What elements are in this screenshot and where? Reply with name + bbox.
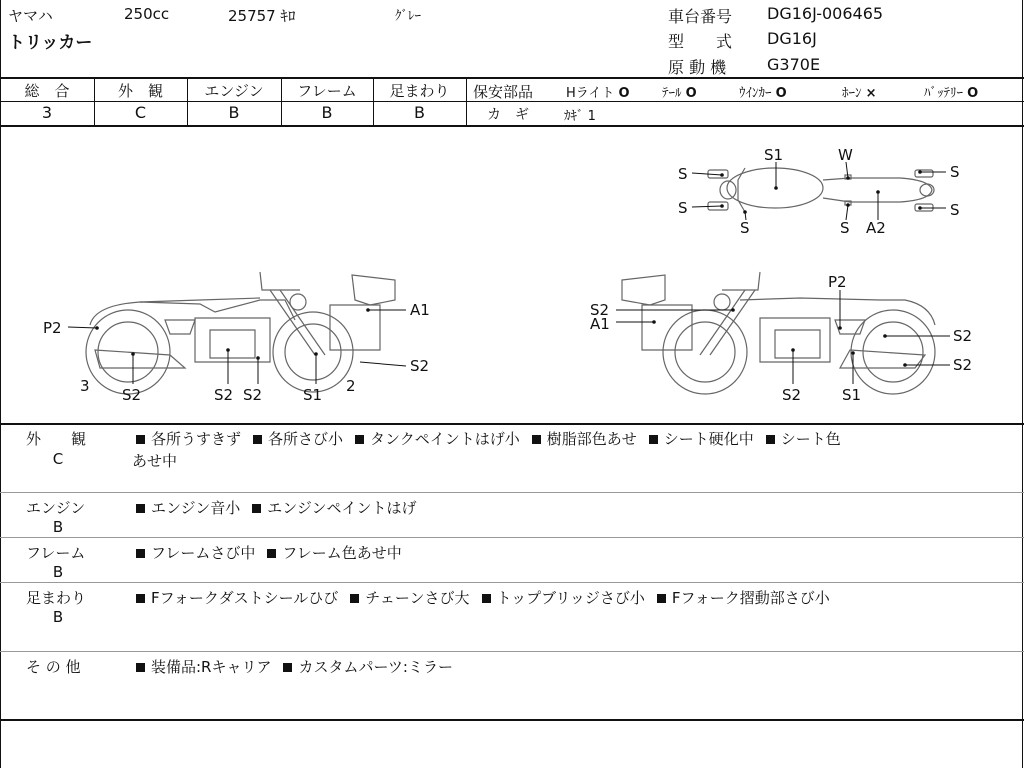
- diagram-label: S: [740, 219, 750, 237]
- diagram-label: S2: [953, 356, 973, 374]
- diagram-label: S: [950, 163, 960, 181]
- grade-value: B: [414, 103, 425, 122]
- divider: [0, 719, 1024, 721]
- model-name: トリッカー: [8, 33, 93, 53]
- note-item: フレーム色あせ中: [263, 542, 401, 563]
- engine-label: 原 動 機: [668, 58, 727, 77]
- note-category: 外 観: [26, 430, 87, 448]
- note-item: トップブリッジさび小: [478, 587, 645, 608]
- frame-no: DG16J-006465: [767, 4, 884, 23]
- note-item: Fフォーク摺動部さび小: [653, 587, 830, 608]
- grade-label: フレーム: [297, 82, 357, 100]
- divider: [0, 423, 1024, 425]
- grade-value: B: [228, 103, 240, 122]
- diagram-label: S1: [764, 146, 784, 164]
- note-item: 各所うすきず: [132, 428, 241, 449]
- note-category: フレーム: [26, 544, 86, 562]
- note-item: 樹脂部色あせ: [528, 428, 637, 449]
- note-grade: B: [52, 608, 64, 626]
- diagram-label: S1: [303, 386, 323, 404]
- grade-label: エンジン: [204, 82, 264, 100]
- diagram-label: S2: [590, 301, 610, 319]
- model-code: DG16J: [767, 29, 817, 48]
- note-item: エンジンペイントはげ: [248, 497, 416, 518]
- note-item: カスタムパーツ:ミラー: [279, 656, 452, 677]
- grade-label: 足まわり: [389, 82, 450, 100]
- frame-no-label: 車台番号: [668, 7, 733, 26]
- diagram-label: S: [678, 199, 688, 217]
- diagram-label: S1: [842, 386, 862, 404]
- divider: [0, 537, 1024, 538]
- grade-value: B: [321, 103, 333, 122]
- note-item: シート色: [762, 428, 841, 449]
- note-item: Fフォークダストシールひび: [132, 587, 338, 608]
- grade-value: 3: [41, 103, 53, 122]
- diagram-label: S: [840, 219, 850, 237]
- diagram-label: S2: [782, 386, 802, 404]
- note-item: 各所さび小: [249, 428, 343, 449]
- note-items: [132, 587, 830, 608]
- key-value: ｶｷﾞ 1: [564, 109, 596, 124]
- divider: [0, 651, 1024, 652]
- note-items: [132, 428, 841, 449]
- diagram-label: A1: [590, 315, 610, 333]
- grade-label: 総 合: [24, 82, 70, 100]
- grade-value: C: [134, 103, 147, 122]
- diagram-label: P2: [43, 319, 62, 337]
- note-item: チェーンさび大: [346, 587, 469, 608]
- diagram-label: A1: [410, 301, 430, 319]
- diagram-label: 3: [80, 377, 90, 395]
- diagram-label: W: [838, 146, 853, 164]
- note-items: [132, 542, 410, 563]
- note-items: [132, 497, 425, 518]
- note-items: [132, 656, 461, 677]
- model-code-label: 型 式: [668, 32, 733, 51]
- diagram-label: S: [950, 201, 960, 219]
- note-category: そ の 他: [26, 658, 81, 676]
- diagram-label: A2: [866, 219, 886, 237]
- note-item: タンクペイントはげ小: [351, 428, 520, 449]
- mileage: 25757 ｷﾛ: [228, 7, 296, 25]
- note-grade: C: [52, 450, 64, 468]
- note-item: 装備品:Rキャリア: [132, 656, 271, 677]
- grade-label: 外 観: [117, 82, 163, 100]
- displacement: 250cc: [124, 5, 170, 23]
- safety-item: ﾃｰﾙ O: [662, 86, 697, 101]
- key-label: カ ギ: [487, 107, 529, 123]
- engine-no: G370E: [767, 55, 821, 74]
- divider: [0, 492, 1024, 493]
- safety-item: ｳｲﾝｶｰ O: [739, 86, 787, 101]
- diagram-label: P2: [828, 273, 847, 291]
- diagram-label: S: [678, 165, 688, 183]
- diagram-label: 2: [346, 377, 356, 395]
- divider: [0, 582, 1024, 583]
- note-grade: B: [52, 518, 64, 536]
- diagram-label: S2: [953, 327, 973, 345]
- safety-item: ﾎｰﾝ ×: [842, 86, 877, 101]
- safety-item: Hライト O: [566, 86, 630, 101]
- diagram-label: S2: [122, 386, 142, 404]
- safety-item: ﾊﾞｯﾃﾘｰ O: [924, 86, 979, 101]
- color: ｸﾞﾚｰ: [395, 9, 421, 24]
- note-item: シート硬化中: [645, 428, 754, 449]
- note-item: フレームさび中: [132, 542, 255, 563]
- diagram-label: S2: [243, 386, 263, 404]
- note-category: 足まわり: [26, 589, 87, 607]
- safety-label: 保安部品: [473, 83, 534, 101]
- maker: ヤマハ: [8, 7, 53, 25]
- note-continuation: あせ中: [132, 452, 178, 470]
- note-grade: B: [52, 563, 64, 581]
- diagram-label: S2: [410, 357, 430, 375]
- diagram-label: S2: [214, 386, 234, 404]
- note-item: エンジン音小: [132, 497, 240, 518]
- note-category: エンジン: [26, 499, 86, 517]
